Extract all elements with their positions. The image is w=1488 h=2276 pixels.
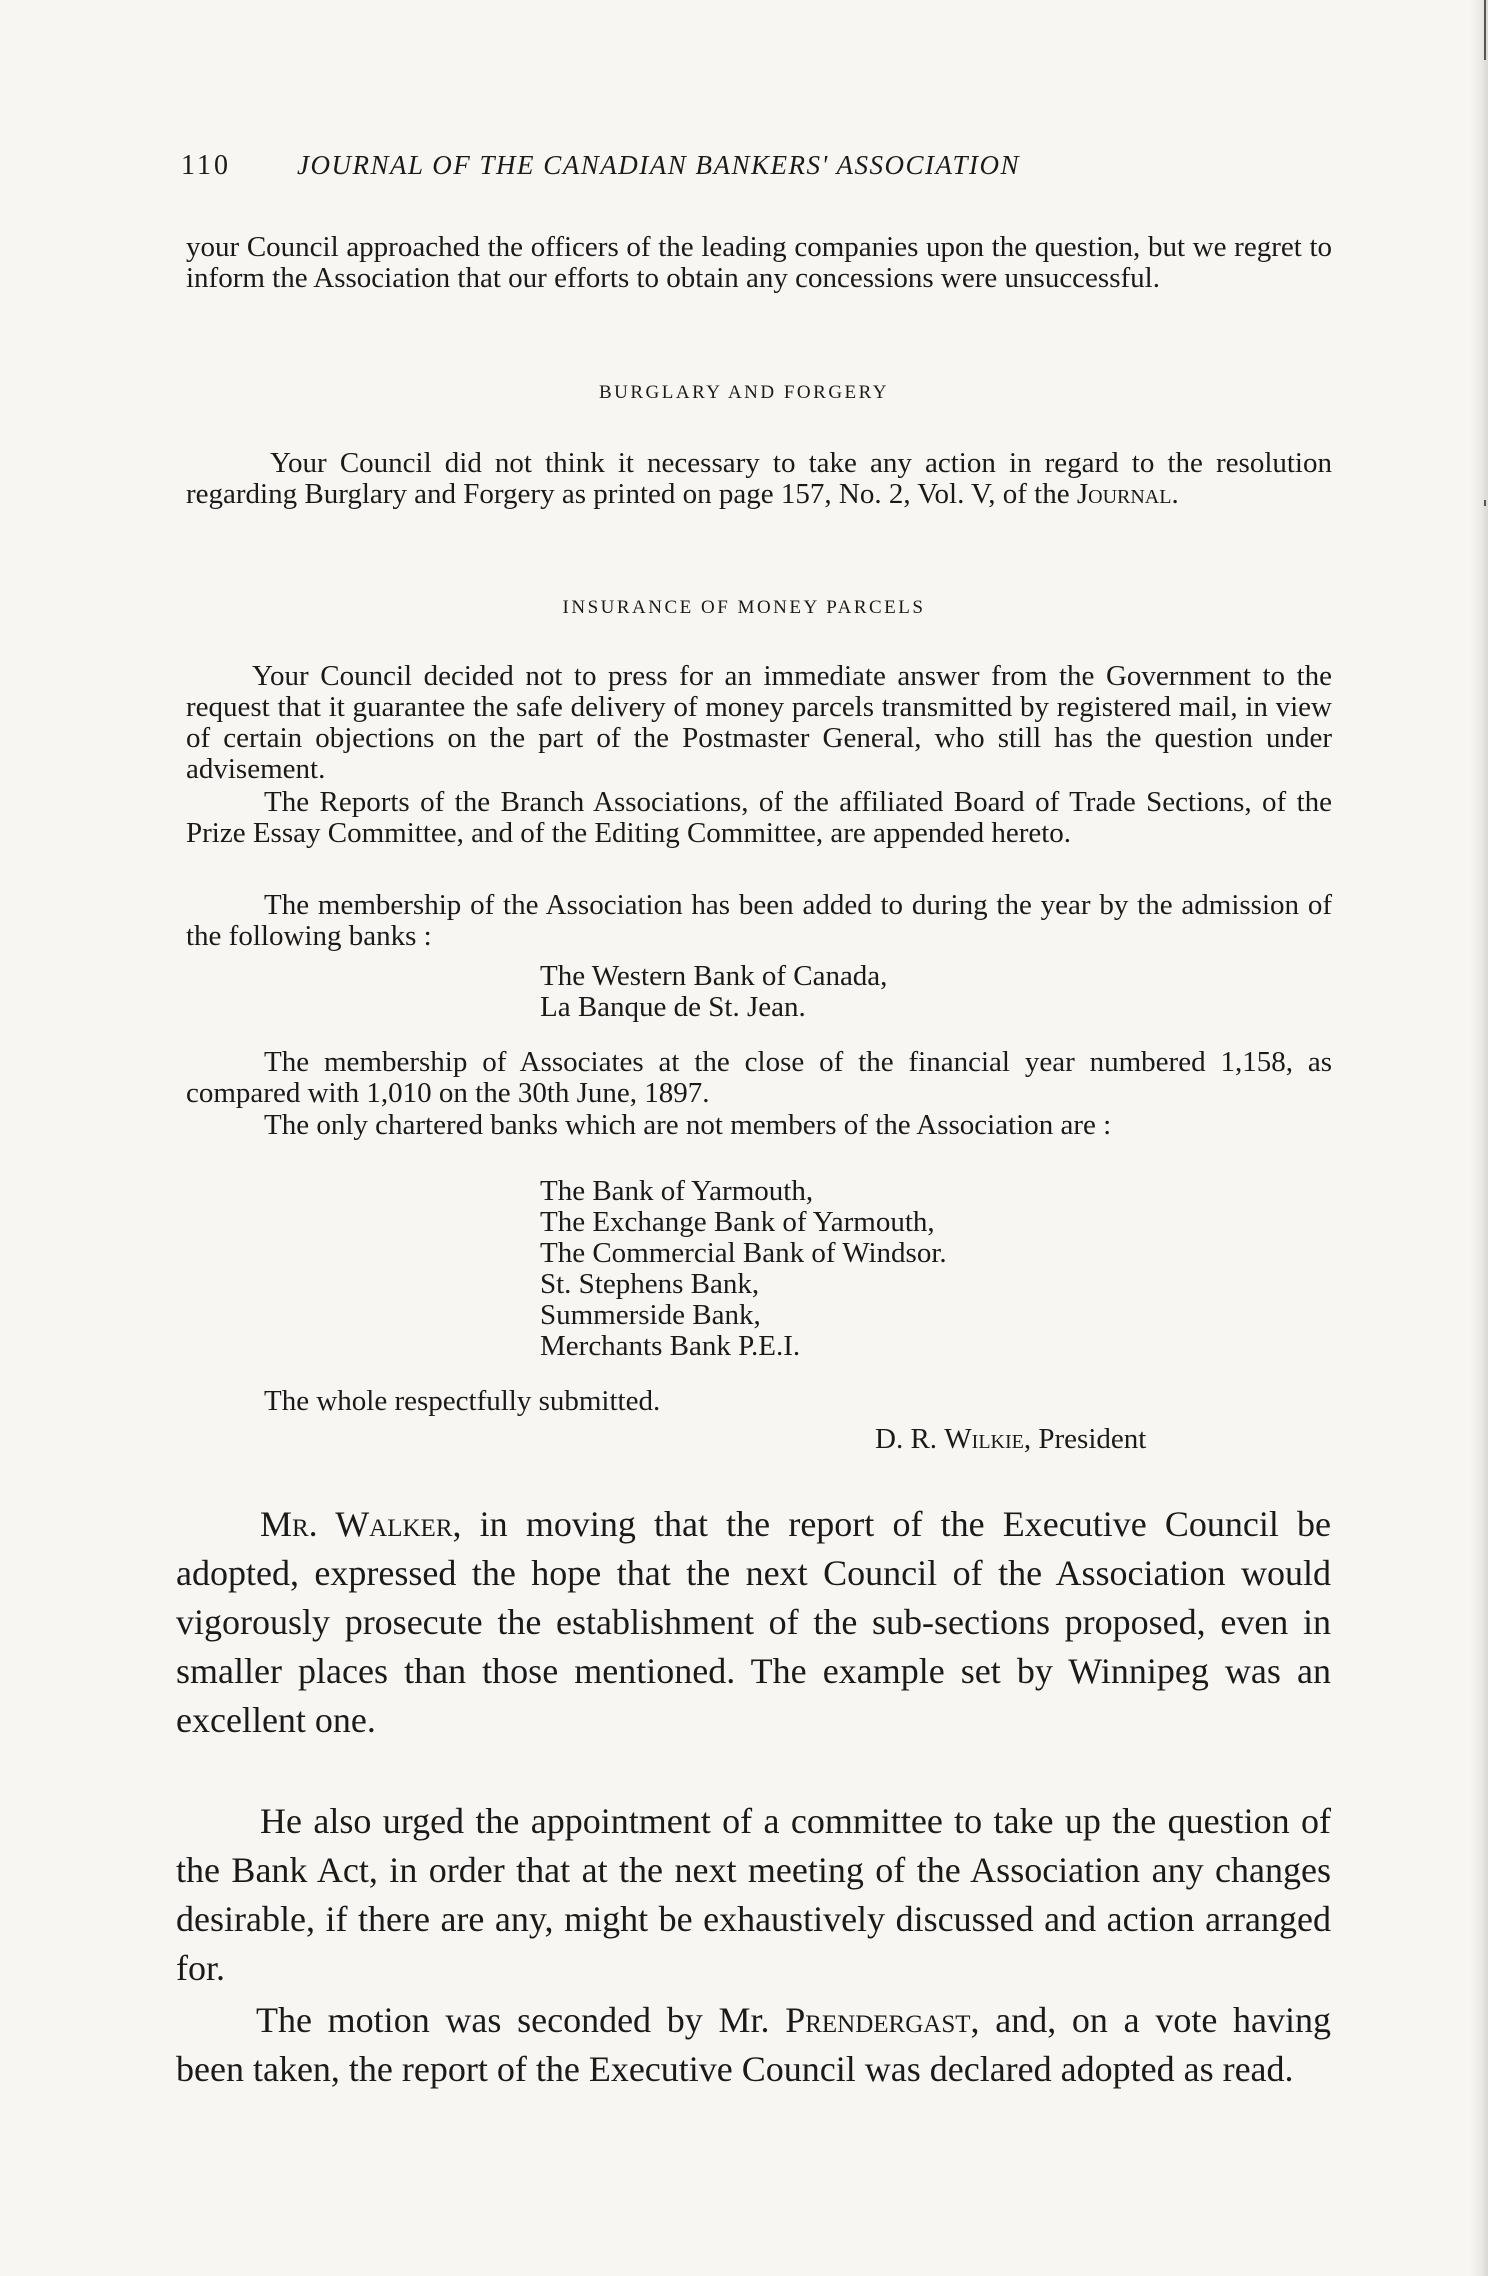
journal-word: Journal [1076, 478, 1172, 510]
signature-name: Wilkie [944, 1423, 1024, 1455]
intro-paragraph: your Council approached the officers of the leading companies upon the question, but we regret to inform the Association that our efforts to obtain any concessions were unsuccessful. [186, 231, 1332, 294]
section-heading-insurance: INSURANCE OF MONEY PARCELS [562, 597, 926, 618]
bank-list-item: The Western Bank of Canada, [540, 960, 888, 992]
reports-paragraph: The Reports of the Branch Associations, of the affiliated Board of Trade Sections, of the Prize Essay Committee, and of the Editing Committee, are appended hereto. [186, 786, 1332, 849]
signature-suffix: , President [1023, 1423, 1147, 1455]
signature [875, 1424, 1146, 1455]
speaker-name: Mr. Walker [260, 1504, 453, 1544]
margin-mark [1484, 0, 1486, 60]
running-title: JOURNAL OF THE CANADIAN BANKERS' ASSOCIATION [297, 150, 1021, 180]
motion-end: , and, on a vote having been taken, the report of the Executive Council was declared adopted as read. [176, 2000, 1331, 2089]
signature-prefix: D. R. [875, 1423, 945, 1455]
seconder-name: Prendergast [785, 2000, 971, 2040]
bank-list-item: The Commercial Bank of Windsor. [540, 1237, 947, 1269]
bank-list-item: Merchants Bank P.E.I. [540, 1330, 801, 1362]
burglary-text: Your Council did not think it necessary to take any action in regard to the resolution regarding Burglary and Forgery as printed on page 157, No. 2, Vol. V, of the [186, 447, 1332, 510]
bank-list-item: Summerside Bank, [540, 1299, 761, 1331]
membership-paragraph: The membership of the Association has been added to during the year by the admission of the following banks : [186, 889, 1332, 952]
walker-text: , in moving that the report of the Executive Council be adopted, expressed the hope that the next Council of the Association would vigorously prosecute the establishment of the sub-sections proposed, even in smaller places than those mentioned. The example set by Winnipeg was an excellent one. [176, 1504, 1332, 1740]
associates-paragraph: The membership of Associates at the close of the financial year numbered 1,158, as compared with 1,010 on the 30th June, 1897. [186, 1046, 1332, 1109]
burglary-paragraph [186, 448, 1332, 510]
section-heading-burglary: BURGLARY AND FORGERY [598, 382, 889, 403]
bank-list-item: St. Stephens Bank, [540, 1268, 760, 1300]
bank-list-item: The Exchange Bank of Yarmouth, [540, 1206, 935, 1238]
page-number: 110 [181, 150, 231, 181]
burglary-end: . [1171, 478, 1179, 510]
page-header [163, 150, 1328, 194]
page-edge-shadow [1470, 0, 1488, 2276]
closing-line: The whole respectfully submitted. [264, 1385, 661, 1417]
walker-paragraph [176, 1500, 1331, 1745]
margin-mark [1484, 500, 1486, 506]
non-members-paragraph: The only chartered banks which are not members of the Association are : [264, 1109, 1112, 1141]
insurance-paragraph: Your Council decided not to press for an immediate answer from the Government to the request that it guarantee the safe delivery of money parcels transmitted by registered mail, in view of certain objections on the part of the Postmaster General, who still has the question under advisement. [186, 660, 1332, 785]
bank-list-item: La Banque de St. Jean. [540, 991, 806, 1023]
bank-list-item: The Bank of Yarmouth, [540, 1175, 814, 1207]
motion-text: The motion was seconded by Mr. [256, 2000, 786, 2040]
bank-act-paragraph: He also urged the appointment of a committee to take up the question of the Bank Act, in order that at the next meeting of the Association any changes desirable, if there are any, might be exhaustively discussed and action arranged for. [176, 1801, 1331, 1988]
motion-paragraph [176, 1996, 1331, 2094]
